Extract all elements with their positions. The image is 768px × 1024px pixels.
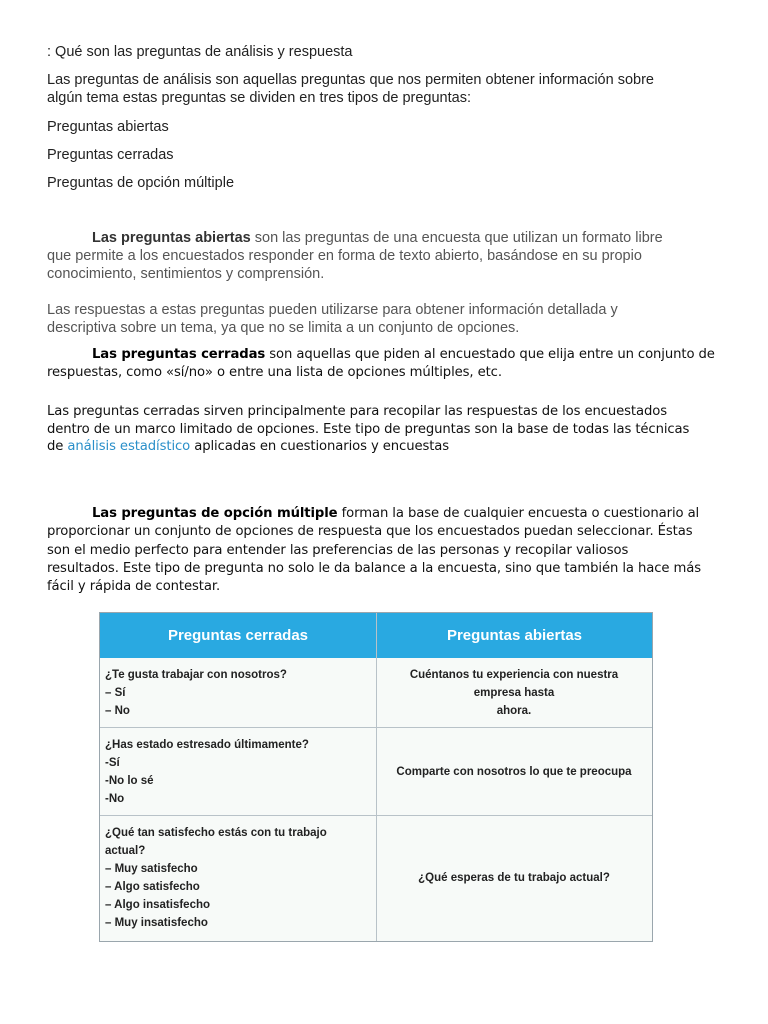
intro-paragraph-line1: Las preguntas de análisis son aquellas preguntas que nos permiten obtener información sobre: [47, 72, 654, 88]
multiple-term: Las preguntas de opción múltiple: [92, 506, 338, 521]
abiertas-line2: que permite a los encuestados responder en forma de texto abierto, basándose en su propio: [47, 248, 642, 264]
multiple-line4: resultados. Este tipo de pregunta no solo le da balance a la encuesta, sino que también la hace más: [47, 561, 701, 576]
row-divider: [100, 727, 652, 728]
cerradas-term: Las preguntas cerradas: [92, 347, 266, 362]
multiple-line1: Las preguntas de opción múltiple forman la base de cualquier encuesta o cuestionario al: [92, 506, 700, 521]
cerradas-para2-line3: de análisis estadístico aplicadas en cuestionarios y encuestas: [47, 439, 450, 454]
multiple-line2: proporcionar un conjunto de opciones de respuesta que los encuestados puedan seleccionar. Éstas: [47, 524, 693, 539]
cerradas-line1: Las preguntas cerradas son aquellas que piden al encuestado que elija entre un conjunto de: [92, 347, 715, 362]
abiertas-line3: conocimiento, sentimientos y comprensión.: [47, 266, 325, 282]
type-item-multiple: Preguntas de opción múltiple: [47, 175, 235, 191]
questions-comparison-table: [99, 612, 653, 942]
abiertas-term: Las preguntas abiertas: [92, 230, 251, 246]
table-row-3-closed: ¿Qué tan satisfecho estás con tu trabajo actual? – Muy satisfecho – Algo satisfecho – Algo insatisfecho – Muy insatisfecho: [105, 827, 327, 929]
table-row-1-open: Cuéntanos tu experiencia con nuestra empresa hasta ahora.: [409, 669, 619, 717]
abiertas-para2-line1: Las respuestas a estas preguntas pueden utilizarse para obtener información detallada y: [47, 302, 618, 318]
header-cerradas: Preguntas cerradas: [167, 627, 309, 644]
cerradas-para2-line1: Las preguntas cerradas sirven principalmente para recopilar las respuestas de los encuestados: [47, 404, 667, 419]
column-divider: [376, 613, 377, 941]
analisis-estadistico-link[interactable]: análisis estadístico: [67, 439, 191, 454]
table-row-2-closed: ¿Has estado estresado últimamente? -Sí -No lo sé -No: [105, 739, 309, 805]
abiertas-line1: Las preguntas abiertas son las preguntas de una encuesta que utilizan un formato libre: [92, 230, 663, 246]
table-row-2-open: Comparte con nosotros lo que te preocupa: [396, 766, 632, 778]
table-row-1-closed: ¿Te gusta trabajar con nosotros? – Sí – No: [105, 669, 287, 717]
cerradas-para2-line2: dentro de un marco limitado de opciones. Este tipo de preguntas son la base de todas las técnicas: [47, 422, 690, 437]
row-divider: [100, 815, 652, 816]
table-row-3-open: ¿Qué esperas de tu trabajo actual?: [418, 872, 610, 884]
multiple-line3: son el medio perfecto para entender las preferencias de las personas y recopilar valiosos: [47, 543, 629, 558]
intro-paragraph-line2: algún tema estas preguntas se dividen en tres tipos de preguntas:: [47, 90, 471, 106]
intro-heading: : Qué son las preguntas de análisis y respuesta: [47, 44, 353, 60]
cerradas-line2: respuestas, como «sí/no» o entre una lista de opciones múltiples, etc.: [47, 365, 502, 380]
type-item-cerradas: Preguntas cerradas: [47, 147, 174, 163]
type-item-abiertas: Preguntas abiertas: [47, 119, 169, 135]
multiple-line5: fácil y rápida de contestar.: [47, 579, 221, 594]
header-abiertas: Preguntas abiertas: [446, 627, 583, 644]
abiertas-para2-line2: descriptiva sobre un tema, ya que no se limita a un conjunto de opciones.: [47, 320, 520, 336]
